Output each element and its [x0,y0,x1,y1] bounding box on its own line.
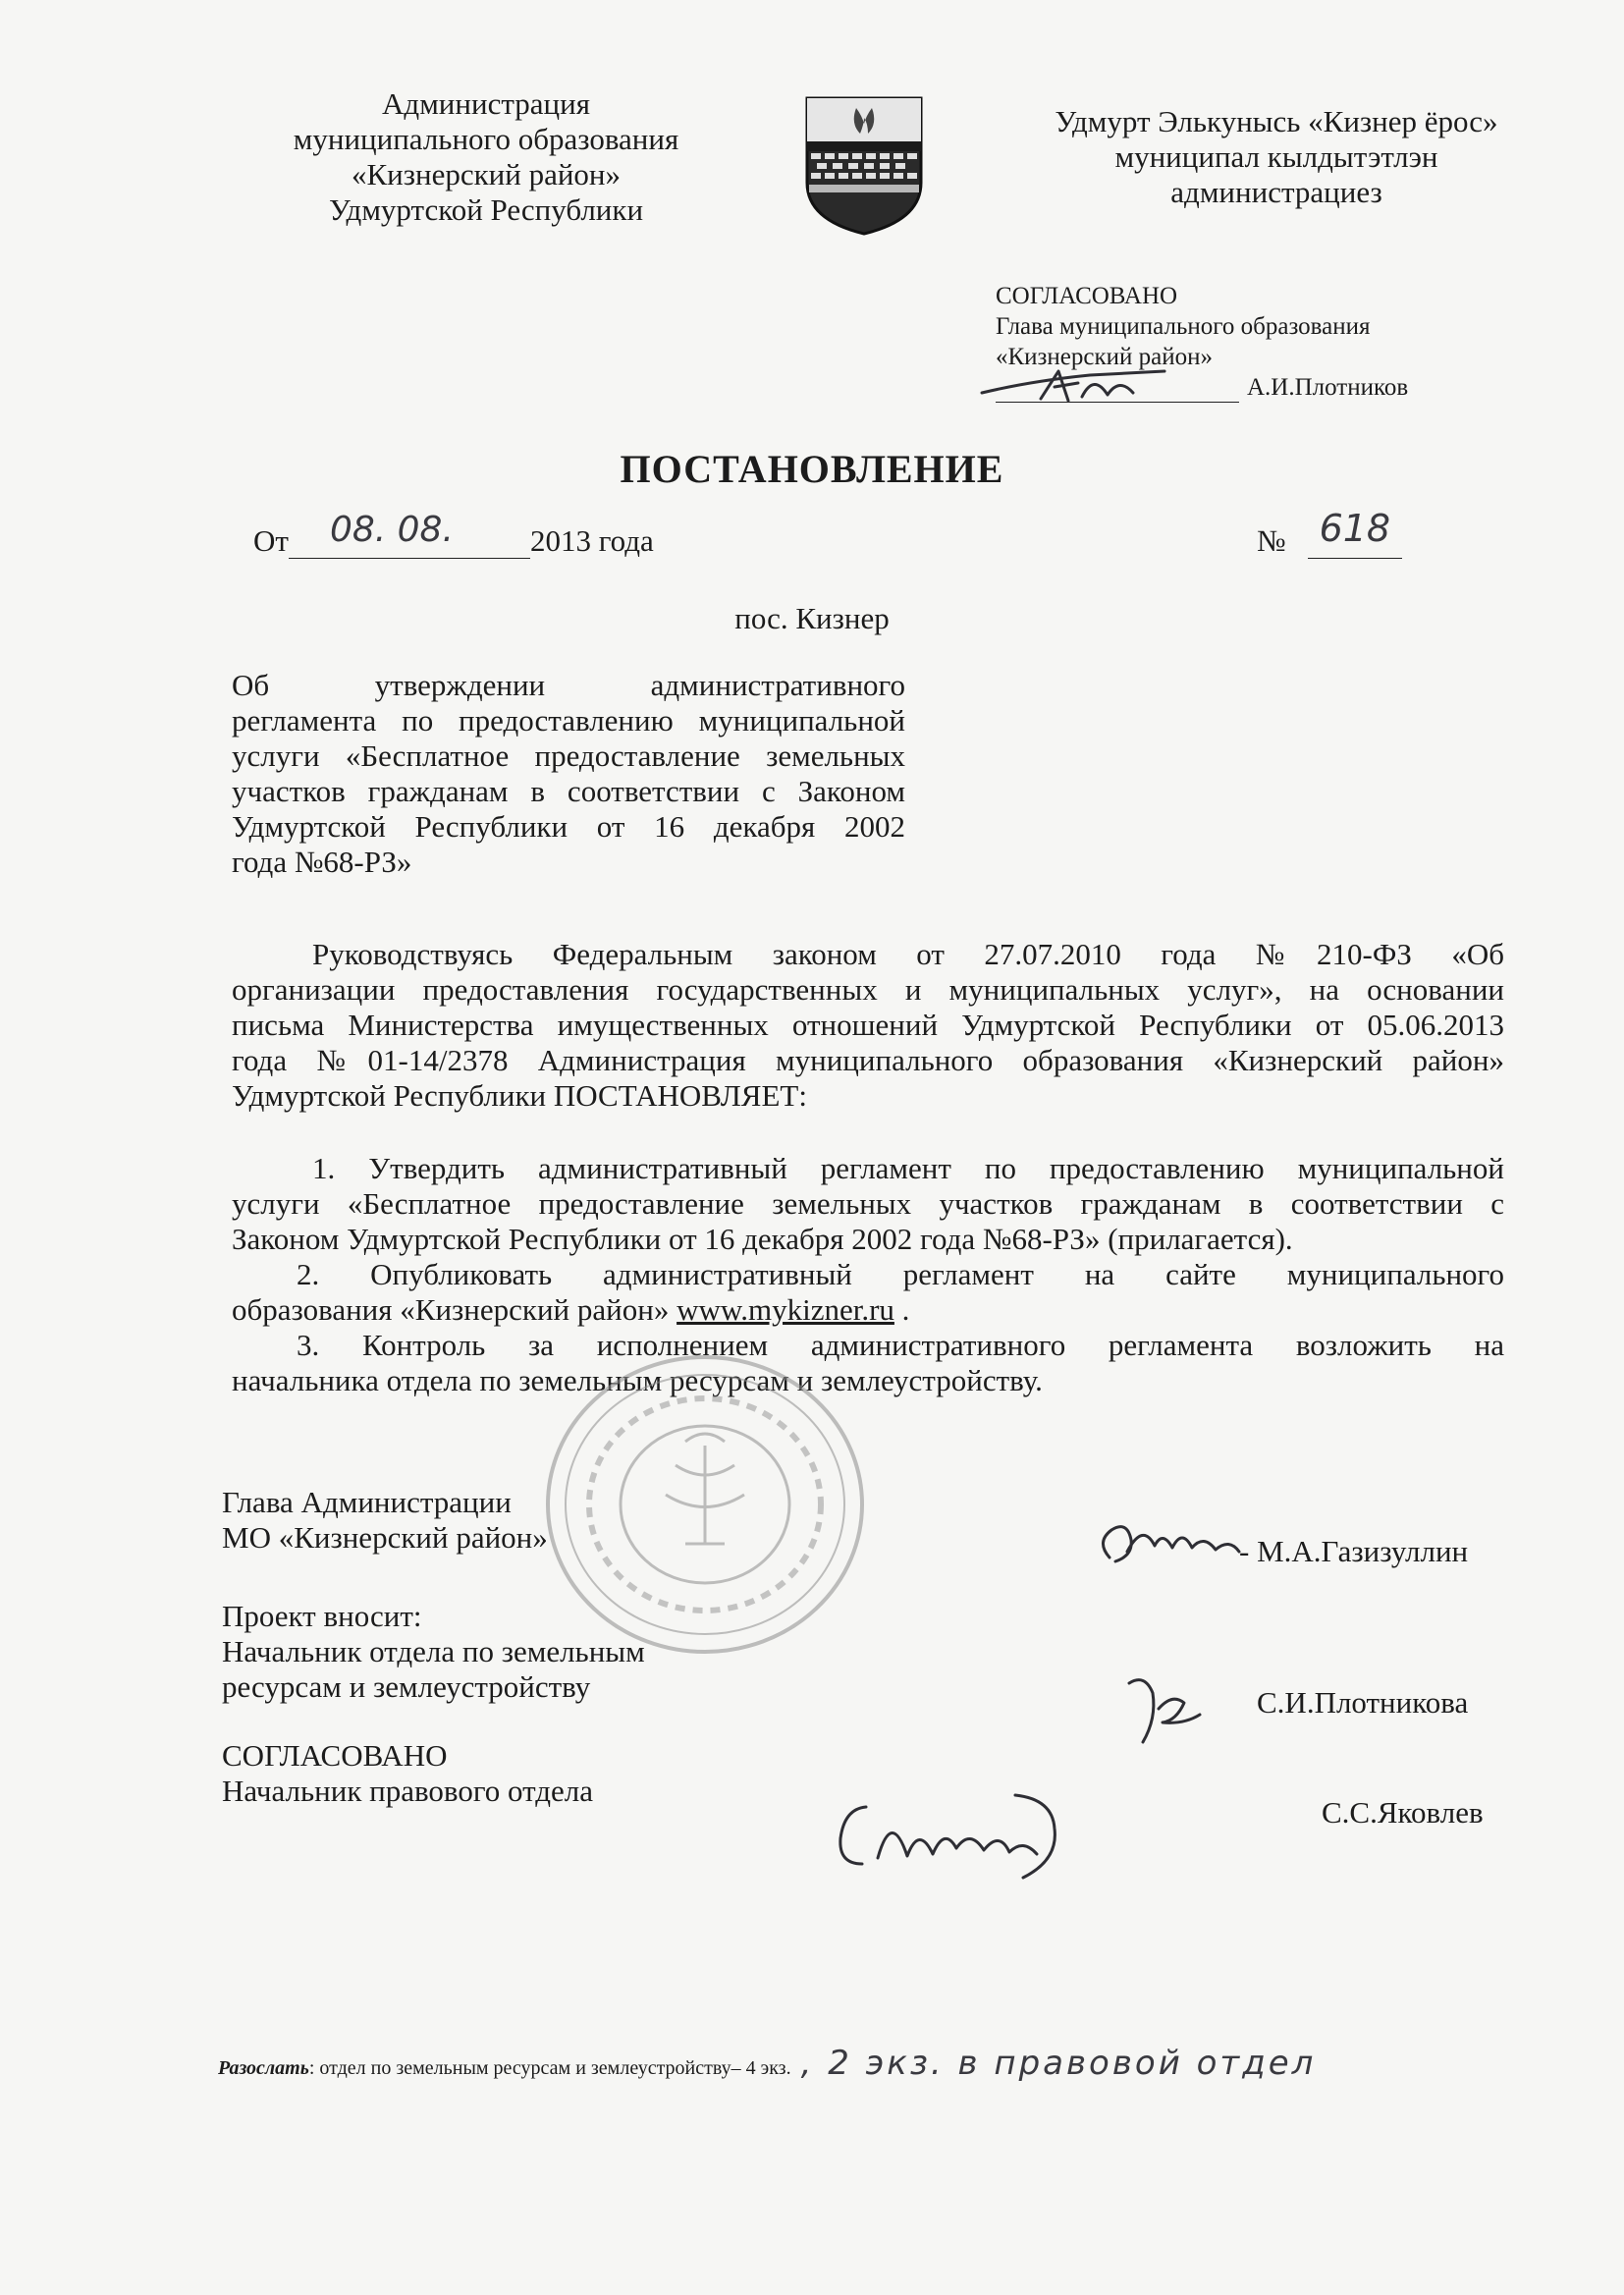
approval-top-line1: Глава муниципального образования [996,313,1371,340]
legal-name: С.С.Яковлев [1322,1795,1484,1830]
item2-line: 2. Опубликовать административный регламент на сайте муниципального [297,1257,1504,1291]
place: пос. Кизнер [734,601,890,635]
subject-line: Об утверждении административного [232,668,905,702]
number-line [1308,507,1402,559]
date-prefix: От [253,523,289,558]
preamble-line: организации предоставления государственных и муниципальных услуг», на основании [232,972,1504,1007]
head-signature-block [222,1485,772,1556]
legal-title: СОГЛАСОВАНО [222,1738,448,1773]
coat-of-arms-icon [803,94,925,238]
distribution-text: : отдел по земельным ресурсам и землеустройству– 4 экз. [308,2057,791,2079]
head-title-line1: Глава Администрации [222,1485,512,1519]
project-title: Проект вносит: [222,1599,422,1633]
number-label: № [1257,523,1286,558]
item1-line: Законом Удмуртской Республики от 16 декабря 2002 года №68-РЗ» (прилагается). [232,1222,1293,1256]
item1-line: 1. Утвердить административный регламент по предоставлению муниципальной [312,1151,1504,1185]
preamble-line: Удмуртской Республики ПОСТАНОВЛЯЕТ: [232,1078,807,1113]
project-line3: ресурсам и землеустройству [222,1669,591,1704]
number-handwritten: 618 [1319,507,1391,550]
header-left-line: муниципального образования [293,122,679,156]
website-link[interactable]: www.mykizner.ru [677,1292,894,1327]
preamble-line: года №01-14/2378 Администрация муниципального образования «Кизнерский район» [232,1043,1504,1077]
header-left-block [255,86,717,228]
item3-line: начальника отдела по земельным ресурсам и землеустройству. [232,1363,1043,1397]
signature-plotnikov-ai [972,354,1218,412]
project-block [222,1599,772,1705]
header-left-line: Удмуртской Республики [328,192,644,227]
date-row [253,510,842,559]
header-right-block [1021,104,1532,210]
subject-line: года №68-РЗ» [232,845,412,879]
signature-gazizullin [1092,1512,1259,1581]
item2-tail: . [893,1292,910,1327]
header-right-line: муниципал кылдытэтлэн [1114,139,1438,174]
head-title-line2: МО «Кизнерский район» [222,1520,548,1555]
subject-line: услуги «Бесплатное предоставление земельных [232,738,905,773]
distribution-row [218,2044,1612,2085]
preamble-line: Руководствуясь Федеральным законом от 27.07.2010 года №210-ФЗ «Об [312,937,1504,971]
approval-top-title: СОГЛАСОВАНО [996,283,1178,309]
head-name: - М.А.Газизуллин [1239,1534,1469,1568]
header-right-line: администрациез [1170,175,1382,209]
subject-line: участков гражданам в соответствии с Законом [232,774,905,808]
subject-line: регламента по предоставлению муниципальной [232,703,905,738]
preamble-line: письма Министерства имущественных отношений Удмуртской Республики от 05.06.2013 [232,1008,1504,1042]
date-line [289,510,530,559]
distribution-label: Разослать [218,2057,309,2079]
legal-block [222,1738,772,1809]
subject-block [232,668,905,880]
project-name: С.И.Плотникова [1257,1685,1469,1720]
item3-line: 3. Контроль за исполнением административного регламента возложить на [297,1328,1504,1362]
header-right-line: Удмурт Элькунысь «Кизнер ёрос» [1055,104,1498,138]
approval-top-line2: «Кизнерский район» [996,344,1214,370]
item1-line: услуги «Бесплатное предоставление земельных участков гражданам в соответствии с [232,1186,1504,1221]
signature-yakovlev [827,1770,1082,1887]
preamble-block [232,937,1504,1114]
item2-text: образования «Кизнерский район» [232,1292,677,1327]
document-title: ПОСТАНОВЛЕНИЕ [620,447,1004,491]
date-suffix: 2013 года [529,523,654,558]
distribution-handwritten: , 2 экз. в правовой отдел [800,2044,1317,2083]
subject-line: Удмуртской Республики от 16 декабря 2002 [232,809,905,844]
number-row [1257,507,1453,559]
signature-plotnikova-si [1115,1664,1214,1752]
header-left-line: Администрация [382,86,590,121]
header-left-line: «Кизнерский район» [351,157,622,191]
item2-line2 [232,1292,1504,1328]
approval-top-name: А.И.Плотников [1247,374,1409,401]
project-line2: Начальник отдела по земельным [222,1634,645,1668]
date-handwritten: 08. 08. [329,510,454,550]
legal-line2: Начальник правового отдела [222,1774,594,1808]
